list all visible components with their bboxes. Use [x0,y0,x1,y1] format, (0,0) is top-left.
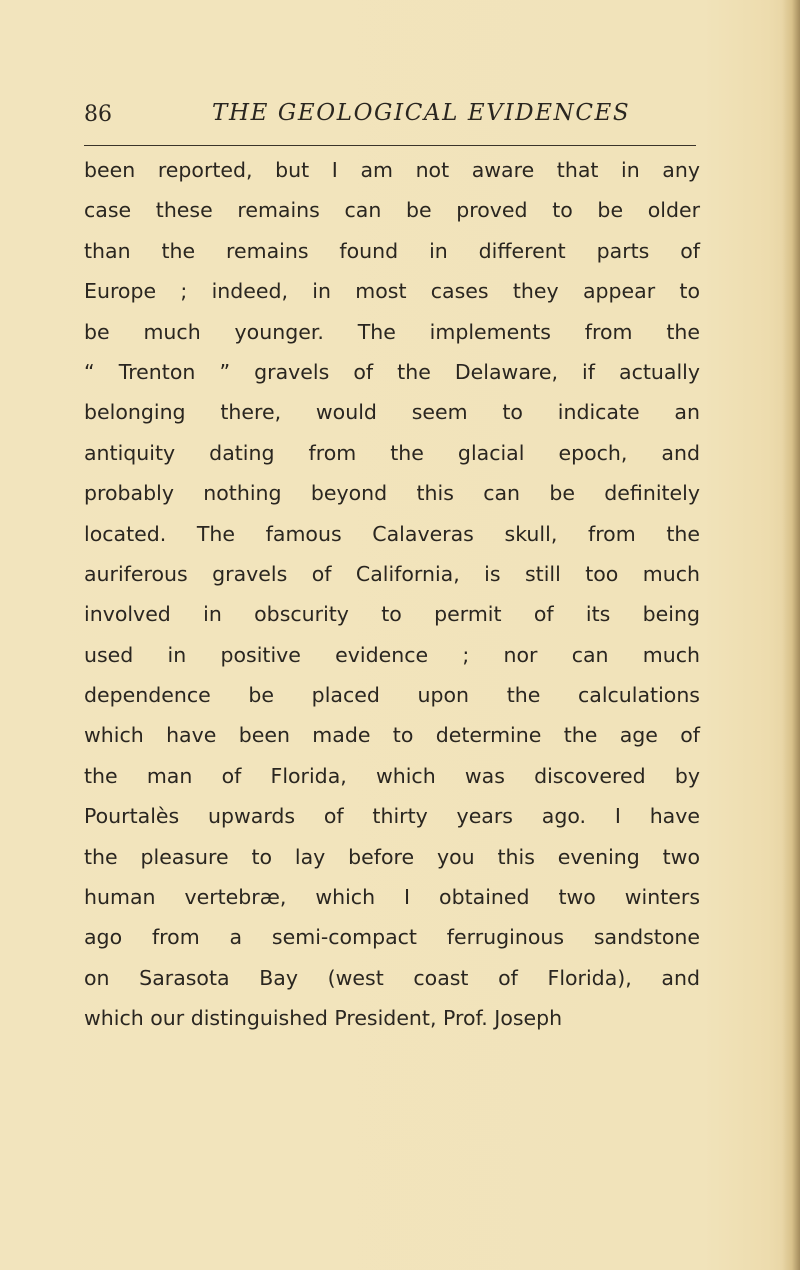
text-line: belonging there, would seem to indicate an [84,400,700,425]
text-line: which our distinguished President, Prof. Joseph [84,1006,563,1031]
text-line: been reported, but I am not aware that in any [84,158,700,182]
text-line: human vertebræ, which I obtained two winters [84,885,700,910]
text-line: probably nothing beyond this can be definitely [84,481,700,506]
text-line: “ Trenton ” gravels of the Delaware, if actually [84,359,700,384]
text-line: the man of Florida, which was discovered by [84,763,700,788]
text-line: which have been made to determine the age of [84,723,700,748]
text-line: Europe ; indeed, in most cases they appear to [84,279,700,304]
text-line: dependence be placed upon the calculations [84,683,700,708]
text-line: ago from a semi-compact ferruginous sandstone [84,925,700,950]
text-line: used in positive evidence ; nor can much [84,642,700,667]
header-rule [84,145,696,146]
running-title: THE GEOLOGICAL EVIDENCES [212,100,631,126]
text-line: the pleasure to lay before you this evening two [84,844,700,869]
text-line: on Sarasota Bay (west coast of Florida), and [84,965,700,990]
body-paragraph [84,150,700,1039]
text-line: antiquity dating from the glacial epoch, and [84,440,700,465]
text-line: involved in obscurity to permit of its being [84,602,700,627]
page-number: 86 [84,102,112,127]
text-line: case these remains can be proved to be older [84,198,700,223]
text-line: auriferous gravels of California, is still too much [84,561,700,586]
page-edge-shadow [782,0,800,1270]
page-header [0,100,800,136]
text-line: Pourtalès upwards of thirty years ago. I have [84,804,700,829]
text-line: be much younger. The implements from the [84,319,700,344]
text-line: located. The famous Calaveras skull, from the [84,521,700,546]
text-line: than the remains found in different parts of [84,238,700,263]
